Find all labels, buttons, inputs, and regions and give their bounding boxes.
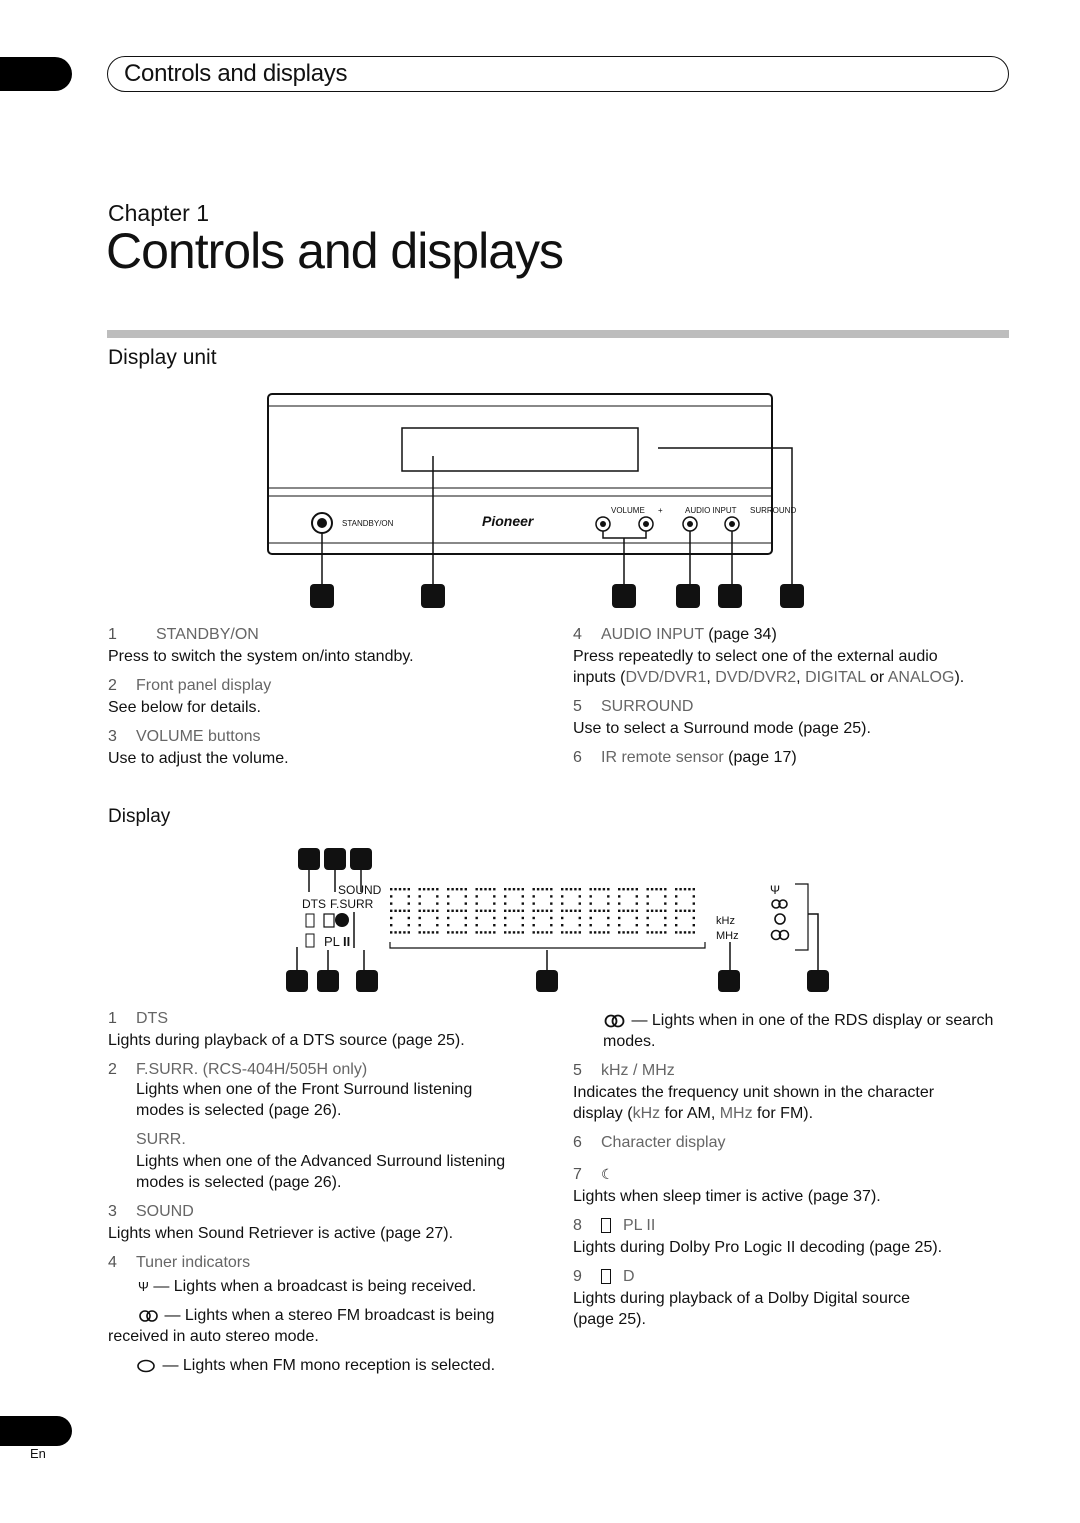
chapter-tab bbox=[0, 57, 72, 91]
volume-panel-label: VOLUME bbox=[611, 506, 645, 515]
callout-3 bbox=[612, 584, 636, 608]
callout-d6 bbox=[356, 970, 378, 992]
display-item-1: 1 DTS bbox=[108, 1010, 168, 1027]
running-header bbox=[107, 56, 1009, 92]
dolby-icon bbox=[601, 1218, 611, 1233]
page-title: Controls and displays bbox=[106, 223, 564, 279]
svg-text:PL: PL bbox=[324, 934, 340, 949]
audio-input-panel-label: AUDIO INPUT bbox=[685, 506, 737, 515]
callout-d4 bbox=[286, 970, 308, 992]
sleep-timer-icon: ☾ bbox=[601, 1166, 614, 1183]
dolby-icon bbox=[601, 1269, 611, 1284]
callout-5 bbox=[718, 584, 742, 608]
front-panel-display bbox=[402, 428, 638, 471]
antenna-icon: Ψ bbox=[770, 883, 781, 897]
callout-1 bbox=[310, 584, 334, 608]
language-label: En bbox=[30, 1446, 46, 1461]
svg-text:DTS: DTS bbox=[302, 897, 326, 911]
svg-text:F.SURR: F.SURR bbox=[330, 897, 374, 911]
callout-d3 bbox=[350, 848, 372, 870]
display-item-3: 3 SOUND bbox=[108, 1203, 194, 1220]
display-item-7: 7 ☾ bbox=[573, 1166, 614, 1183]
chapter-label: Chapter 1 bbox=[108, 200, 210, 226]
callout-2 bbox=[421, 584, 445, 608]
callout-6 bbox=[780, 584, 804, 608]
unit-item-6: 6 IR remote sensor (page 17) bbox=[573, 749, 797, 766]
character-display bbox=[390, 888, 695, 934]
pioneer-logo: Pioneer bbox=[482, 513, 534, 529]
unit-item-5: 5 SURROUND bbox=[573, 698, 694, 715]
section-rule bbox=[107, 330, 1009, 338]
display-unit-heading: Display unit bbox=[108, 346, 217, 369]
display-item-4: 4 Tuner indicators bbox=[108, 1254, 251, 1271]
display-unit-illustration bbox=[260, 388, 820, 613]
display-illustration bbox=[280, 842, 840, 997]
callout-d5 bbox=[317, 970, 339, 992]
callout-d8 bbox=[718, 970, 740, 992]
surround-panel-label: SURROUND bbox=[750, 506, 797, 515]
stereo-icon bbox=[138, 1309, 160, 1323]
unit-item-1: 1 STANDBY/ON bbox=[108, 626, 259, 643]
display-item-9: 9 D bbox=[573, 1268, 635, 1285]
mono-icon bbox=[136, 1359, 158, 1373]
callout-4 bbox=[676, 584, 700, 608]
svg-text:SOUND: SOUND bbox=[338, 883, 382, 897]
callout-d9 bbox=[807, 970, 829, 992]
running-header-title: Controls and displays bbox=[124, 60, 348, 87]
antenna-icon: Ψ bbox=[138, 1279, 149, 1295]
sleep-icon bbox=[335, 913, 349, 927]
standby-panel-label: STANDBY/ON bbox=[342, 519, 394, 528]
svg-text:kHz: kHz bbox=[716, 915, 735, 927]
callout-d7 bbox=[536, 970, 558, 992]
unit-item-3: 3 VOLUME buttons bbox=[108, 728, 261, 745]
callout-d1 bbox=[298, 848, 320, 870]
display-item-8: 8 PL II bbox=[573, 1217, 656, 1234]
display-item-2: 2 F.SURR. (RCS-404H/505H only) bbox=[108, 1061, 368, 1078]
display-item-6: 6 Character display bbox=[573, 1134, 726, 1151]
page-number-tab bbox=[0, 1416, 72, 1446]
unit-item-4: 4 AUDIO INPUT (page 34) bbox=[573, 626, 777, 643]
rds-icon bbox=[603, 1014, 627, 1028]
svg-text:MHz: MHz bbox=[716, 930, 739, 942]
svg-text:+: + bbox=[658, 506, 663, 515]
unit-item-2: 2 Front panel display bbox=[108, 677, 272, 694]
svg-text:II: II bbox=[343, 934, 351, 949]
display-item-5: 5 kHz / MHz bbox=[573, 1062, 675, 1079]
display-heading: Display bbox=[108, 806, 171, 827]
callout-d2 bbox=[324, 848, 346, 870]
